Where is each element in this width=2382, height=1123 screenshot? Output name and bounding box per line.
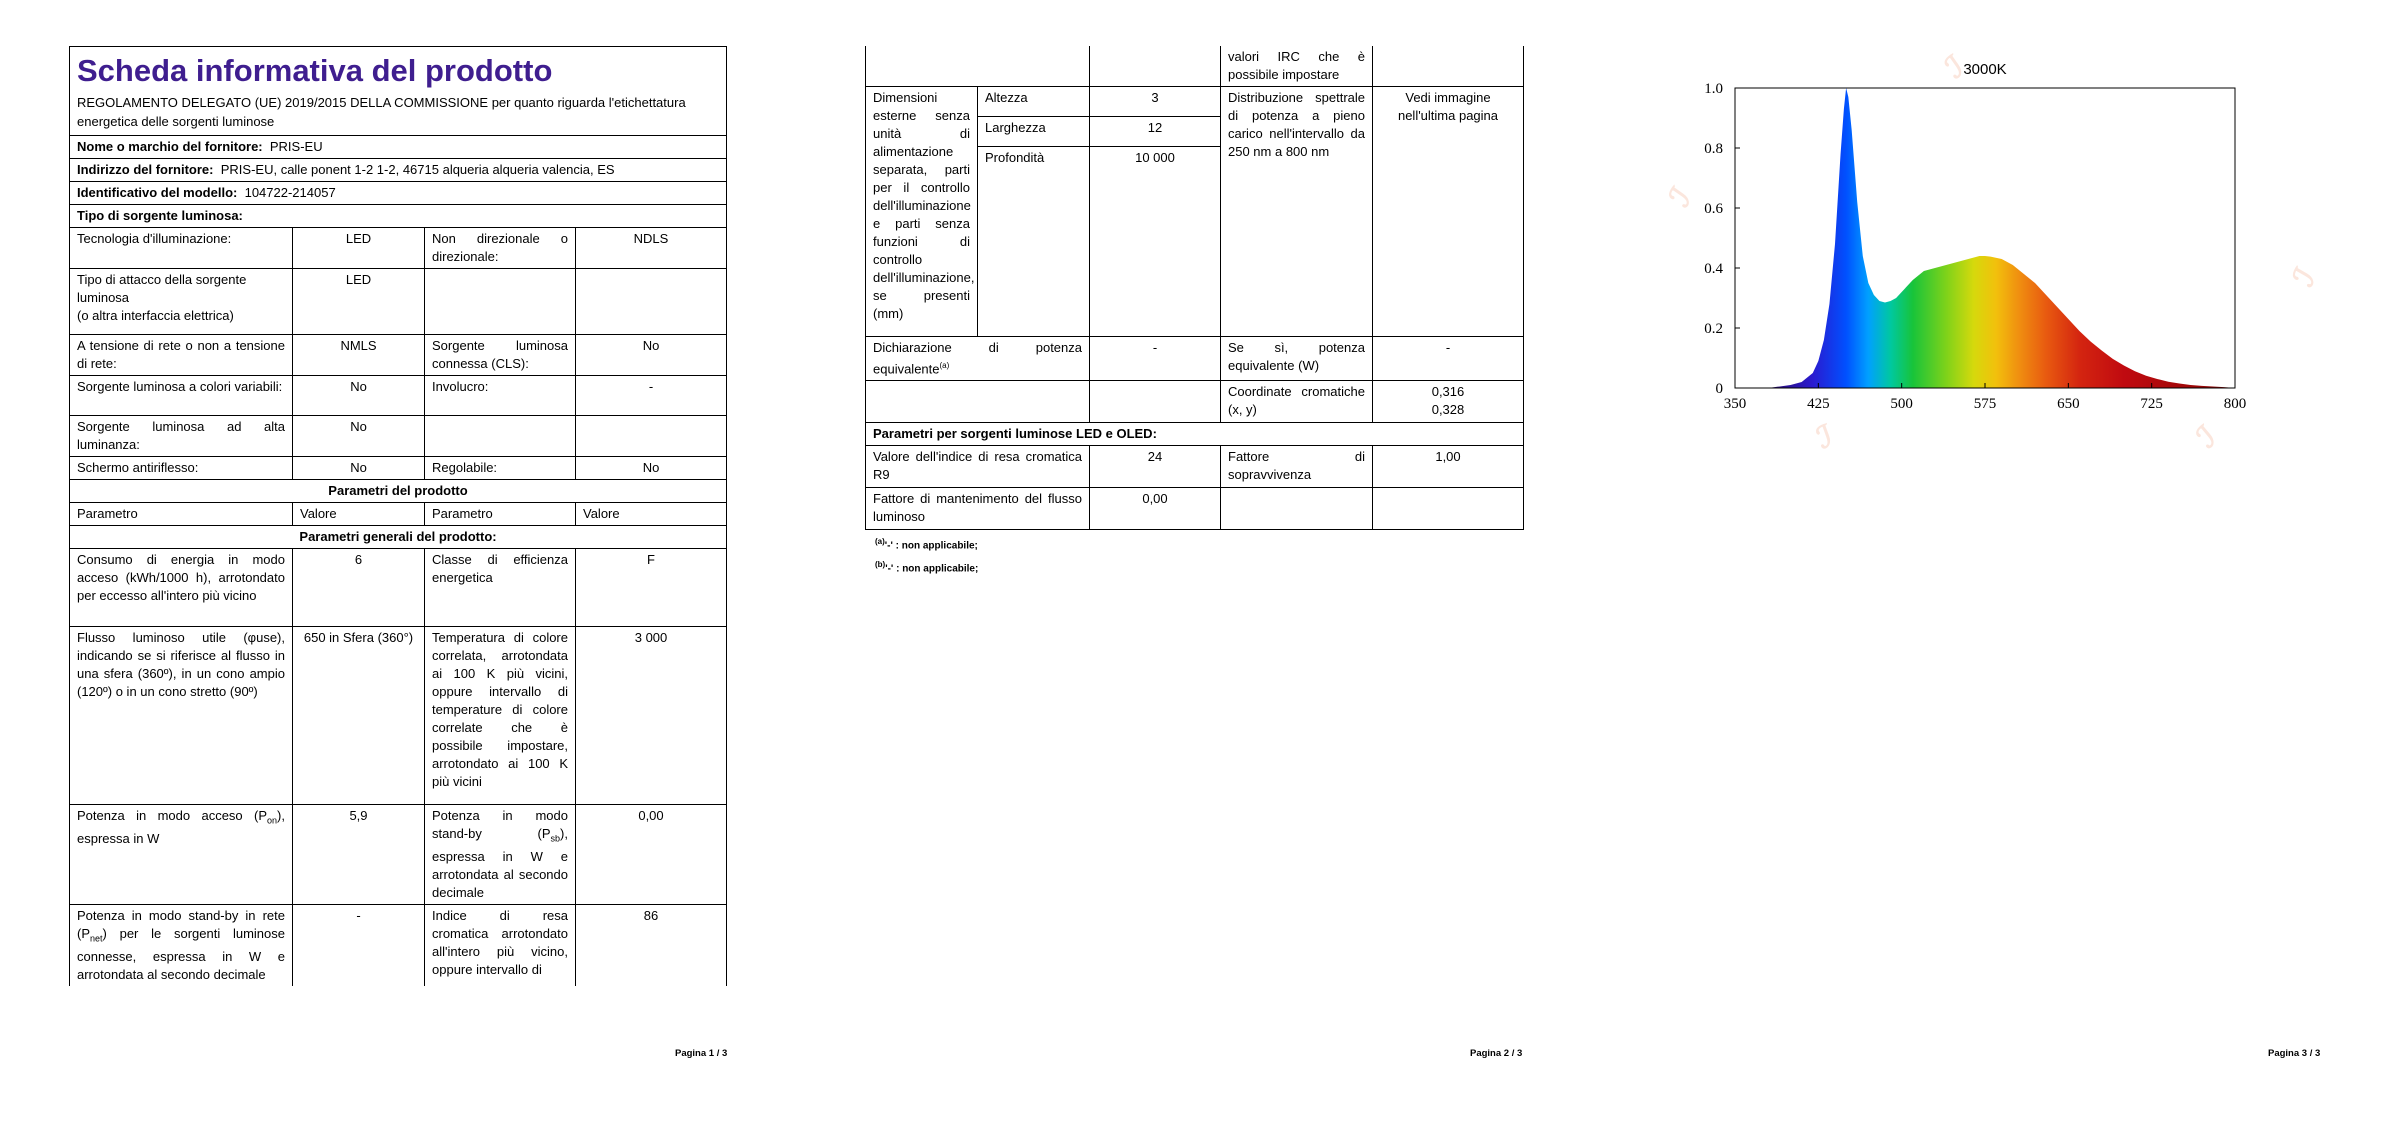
- network-standby-label: Potenza in modo stand-by in rete $(P_{net})$ per le sorgenti luminose connesse, espressa in W e arrotondata al secondo decimale: [70, 905, 293, 986]
- height-label: Altezza: [978, 87, 1090, 117]
- equivalent-power-label: Dichiarazione di potenza equivalente$^{(a)}$: [866, 337, 1090, 381]
- x-tick-label: 350: [1723, 396, 1747, 412]
- tech-label: Tecnologia d'illuminazione:: [70, 228, 293, 269]
- equivalent-power-value: -: [1090, 337, 1221, 381]
- x-tick-label: 650: [2057, 396, 2080, 412]
- chromaticity-value: 0,316 0,328: [1373, 381, 1524, 423]
- tech-value: LED: [293, 228, 425, 269]
- product-info-table-continued: [865, 46, 1524, 530]
- page-1: [0, 0, 794, 1123]
- footnote-a: $^{(a)}$'-' : non applicabile;: [875, 537, 978, 552]
- colour-value: No: [293, 376, 425, 416]
- flux-value: 650 in Sfera (360°): [293, 627, 425, 805]
- width-value: 12: [1090, 117, 1221, 147]
- page-title: Scheda informativa del prodotto: [70, 47, 727, 94]
- model-id: 104722-214057: [244, 185, 336, 200]
- supplier-address: PRIS-EU, calle ponent 1-2 1-2, 46715 alqueria alqueria valencia, ES: [220, 162, 615, 177]
- height-value: 3: [1090, 87, 1221, 117]
- col-header-value-2: Valore: [576, 503, 727, 526]
- product-info-table: [69, 46, 727, 986]
- on-power-value: 5,9: [293, 805, 425, 905]
- equivalent-watts-label: Se sì, potenza equivalente (W): [1221, 337, 1373, 381]
- cri-value: 86: [576, 905, 727, 986]
- y-tick-label: 0.6: [1704, 201, 1723, 217]
- colour-label: Sorgente luminosa a colori variabili:: [70, 376, 293, 416]
- cct-value: 3 000: [576, 627, 727, 805]
- energy-value: 6: [293, 549, 425, 627]
- watermark-mark: ℐ: [1812, 419, 1838, 456]
- watermark-mark: ℐ: [2287, 263, 2323, 292]
- chart-title: 3000K: [1963, 61, 2007, 78]
- x-tick-label: 500: [1890, 396, 1913, 412]
- cap-label: Tipo di attacco della sorgente luminosa (o altra interfaccia elettrica): [70, 269, 293, 335]
- directional-value: NDLS: [576, 228, 727, 269]
- general-params-heading: Parametri generali del prodotto:: [70, 526, 727, 549]
- depth-value: 10 000: [1090, 147, 1221, 337]
- col-header-value: Valore: [293, 503, 425, 526]
- survival-value: 1,00: [1373, 446, 1524, 488]
- watermark-mark: ℐ: [1939, 49, 1971, 86]
- r9-value: 24: [1090, 446, 1221, 488]
- envelope-value: -: [576, 376, 727, 416]
- mains-label: A tensione di rete o non a tensione di rete:: [70, 335, 293, 376]
- high-luminance-value: No: [293, 416, 425, 457]
- y-tick-label: 0.8: [1704, 141, 1723, 157]
- y-tick-label: 1.0: [1704, 81, 1723, 97]
- watermark-mark: ℐ: [2191, 420, 2224, 455]
- spectrum-chart-svg: [1680, 50, 2260, 430]
- cls-label: Sorgente luminosa connessa (CLS):: [425, 335, 576, 376]
- glare-value: No: [293, 457, 425, 480]
- envelope-label: Involucro:: [425, 376, 576, 416]
- x-tick-label: 800: [2223, 396, 2247, 412]
- y-tick-label: 0.2: [1704, 321, 1723, 337]
- cct-label: Temperatura di colore correlata, arrotondata ai 100 K più vicini, oppure intervallo di temperature di colore correlate che è possibile impostare, arrotondato ai 100 K più vicini: [425, 627, 576, 805]
- cri-label: Indice di resa cromatica arrotondato all'intero più vicino, oppure intervallo di: [425, 905, 576, 986]
- cls-value: No: [576, 335, 727, 376]
- maintenance-value: 0,00: [1090, 488, 1221, 530]
- x-tick-label: 575: [1973, 396, 1997, 412]
- glare-label: Schermo antiriflesso:: [70, 457, 293, 480]
- dimmable-label: Regolabile:: [425, 457, 576, 480]
- model-id-row: Identificativo del modello: 104722-214057: [70, 182, 727, 205]
- page-number-3: Pagina 3 / 3: [2268, 1048, 2321, 1059]
- page-2: [794, 0, 1588, 1123]
- on-power-label: Potenza in modo acceso $(P_{on})$, espressa in W: [70, 805, 293, 905]
- dimmable-value: No: [576, 457, 727, 480]
- watermark-mark: ℐ: [1663, 182, 1699, 213]
- page-3: [1588, 0, 2382, 1123]
- x-tick-label: 425: [1807, 396, 1830, 412]
- page-number-2: Pagina 2 / 3: [1470, 1048, 1523, 1059]
- dimensions-label: Dimensioni esterne senza unità di alimentazione separata, parti per il controllo dell'illuminazione e parti senza funzioni di controllo dell'illuminazione, se presenti (mm): [866, 87, 978, 337]
- standby-power-label: Potenza in modo stand-by $(P_{sb})$, espressa in W e arrotondata al secondo decimale: [425, 805, 576, 905]
- depth-label: Profondità: [978, 147, 1090, 337]
- cap-value: LED: [293, 269, 425, 335]
- col-header-param: Parametro: [70, 503, 293, 526]
- mains-value: NMLS: [293, 335, 425, 376]
- source-type-heading: Tipo di sorgente luminosa:: [70, 205, 727, 228]
- col-header-param-2: Parametro: [425, 503, 576, 526]
- regulation-subtitle: REGOLAMENTO DELEGATO (UE) 2019/2015 DELLA COMMISSIONE per quanto riguarda l'etichettatura energetica delle sorgenti luminose: [70, 93, 727, 136]
- survival-label: Fattore di sopravvivenza: [1221, 446, 1373, 488]
- cri-continued: valori IRC che è possibile impostare: [1221, 46, 1373, 87]
- footnote-b: $^{(b)}$'-' : non applicabile;: [875, 560, 979, 575]
- page-number-1: Pagina 1 / 3: [675, 1048, 728, 1059]
- maintenance-label: Fattore di mantenimento del flusso luminoso: [866, 488, 1090, 530]
- spectrum-chart: [1680, 50, 2260, 430]
- led-params-heading: Parametri per sorgenti luminose LED e OLED:: [866, 423, 1524, 446]
- product-params-heading: Parametri del prodotto: [70, 480, 727, 503]
- flux-label: Flusso luminoso utile (φuse), indicando se si riferisce al flusso in una sfera (360º), in un cono ampio (120º) o in un cono stretto (90º): [70, 627, 293, 805]
- width-label: Larghezza: [978, 117, 1090, 147]
- y-tick-label: 0.4: [1704, 261, 1723, 277]
- supplier-name-row: Nome o marchio del fornitore: PRIS-EU: [70, 136, 727, 159]
- equivalent-watts-value: -: [1373, 337, 1524, 381]
- standby-power-value: 0,00: [576, 805, 727, 905]
- spd-label: Distribuzione spettrale di potenza a pieno carico nell'intervallo da 250 nm a 800 nm: [1221, 87, 1373, 337]
- energy-label: Consumo di energia in modo acceso (kWh/1000 h), arrotondato per eccesso all'intero più vicino: [70, 549, 293, 627]
- supplier-name: PRIS-EU: [269, 139, 323, 154]
- high-luminance-label: Sorgente luminosa ad alta luminanza:: [70, 416, 293, 457]
- x-tick-label: 725: [2140, 396, 2163, 412]
- class-value: F: [576, 549, 727, 627]
- chromaticity-label: Coordinate cromatiche (x, y): [1221, 381, 1373, 423]
- spd-value: Vedi immagine nell'ultima pagina: [1373, 87, 1524, 337]
- class-label: Classe di efficienza energetica: [425, 549, 576, 627]
- supplier-address-row: Indirizzo del fornitore: PRIS-EU, calle ponent 1-2 1-2, 46715 alqueria alqueria valencia, ES: [70, 159, 727, 182]
- r9-label: Valore dell'indice di resa cromatica R9: [866, 446, 1090, 488]
- network-standby-value: -: [293, 905, 425, 986]
- y-tick-label: 0: [1715, 381, 1723, 397]
- directional-label: Non direzionale o direzionale:: [425, 228, 576, 269]
